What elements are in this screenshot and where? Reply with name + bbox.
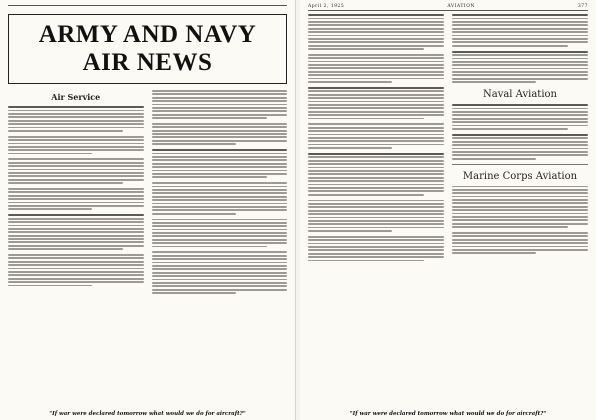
- left-page: [0, 0, 296, 420]
- right-bottom-quote: "If war were declared tomorrow what would we do for aircraft?": [349, 411, 547, 417]
- section-heading-marine-corps-aviation: Marine Corps Aviation: [462, 170, 578, 182]
- text-block: [8, 106, 144, 132]
- section-heading-air-service: Air Service: [51, 92, 101, 102]
- text-block: [308, 54, 444, 83]
- right-runhead-date: April 2, 1925: [308, 4, 345, 9]
- masthead-title: ARMY AND NAVY AIR NEWS: [38, 21, 257, 76]
- left-running-head: [8, 4, 287, 6]
- text-block: [152, 251, 288, 293]
- right-runhead-page: 377: [577, 4, 588, 9]
- text-block: [152, 123, 288, 145]
- left-bottom-quote: "If war were declared tomorrow what would we do for aircraft?": [49, 411, 246, 417]
- left-column-2: [152, 90, 288, 298]
- text-block: [308, 153, 444, 196]
- text-block: [8, 188, 144, 210]
- text-block: [452, 51, 588, 84]
- right-column-1: [308, 14, 444, 265]
- text-block: [308, 123, 444, 149]
- masthead: [8, 14, 287, 84]
- text-block: [452, 104, 588, 130]
- text-block: [8, 158, 144, 184]
- text-block: [308, 200, 444, 232]
- text-block: [452, 14, 588, 47]
- right-columns: [308, 14, 588, 265]
- right-page: [300, 0, 596, 420]
- text-block: [452, 186, 588, 228]
- text-block: [452, 232, 588, 254]
- right-column-2: [452, 14, 588, 265]
- section-heading-naval-aviation: Naval Aviation: [482, 89, 557, 101]
- left-columns: [8, 90, 287, 298]
- text-block: [152, 219, 288, 248]
- text-block: [8, 136, 144, 155]
- text-block: [308, 87, 444, 120]
- right-running-head: [308, 4, 588, 11]
- left-column-1: [8, 90, 144, 298]
- text-block: [152, 90, 288, 119]
- text-block: [8, 214, 144, 250]
- text-block: [308, 236, 444, 262]
- text-block: [452, 134, 588, 160]
- text-block: [152, 182, 288, 214]
- text-block: [152, 149, 288, 178]
- right-runhead-title: AVIATION: [447, 4, 475, 9]
- text-block: [8, 254, 144, 286]
- section-divider: [452, 164, 588, 165]
- text-block: [308, 14, 444, 50]
